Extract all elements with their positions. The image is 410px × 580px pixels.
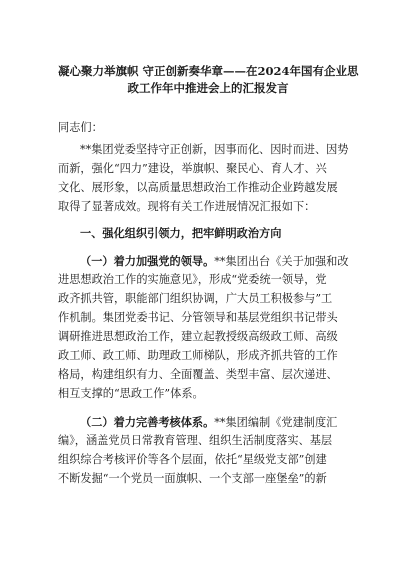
- subsection-2-text: **集团编制《党建制度汇: [214, 416, 338, 429]
- subsection-1-first-line: [80, 254, 360, 269]
- paragraph-line: 组织综合考核评价等各个层面，依托“星级党支部”创建: [58, 453, 327, 466]
- paragraph-line: 进思想政治工作的实施意见》，形成“党委统一领导，党: [58, 273, 327, 286]
- intro-line: 文化、展形象，以高质量思想政治工作推动企业跨越发展: [58, 181, 338, 194]
- intro-line: 而新，强化“四力”建设，举旗帜、聚民心、育人才、兴: [58, 162, 327, 175]
- subsection-2-first-line: [80, 415, 360, 430]
- subsection-2-label: （二）着力完善考核体系。: [80, 415, 215, 429]
- section-1-heading: 一、强化组织引领力，把牢鲜明政治方向: [80, 226, 282, 240]
- paragraph-line: 不断发掘“一个党员一面旗帜、一个支部一座堡垒”的新: [58, 472, 327, 485]
- intro-line: **集团党委坚持守正创新，因事而化、因时而进、因势: [80, 143, 349, 156]
- subsection-1-text: **集团出台《关于加强和改: [214, 255, 349, 268]
- paragraph-line: 相互支撑的“思政工作”体系。: [58, 387, 204, 400]
- document-title-line-1: 凝心聚力举旗帜 守正创新奏华章——在2024年国有企业思: [58, 64, 359, 78]
- paragraph-line: 格局，构建组织有力、全面覆盖、类型丰富、层次递进、: [58, 368, 338, 381]
- paragraph-line: 政齐抓共管，职能部门组织协调，广大员工积极参与”工: [58, 292, 333, 305]
- intro-line: 取得了显著成效。现将有关工作进展情况汇报如下：: [58, 200, 316, 213]
- paragraph-line: 调研推进思想政治工作，建立起教授级高级政工师、高级: [58, 330, 338, 343]
- paragraph-line: 编》，涵盖党员日常教育管理、组织生活制度落实、基层: [58, 434, 333, 447]
- subsection-1-label: （一）着力加强党的领导。: [80, 254, 215, 268]
- salutation: 同志们：: [58, 121, 103, 134]
- paragraph-line: 作机制。集团党委书记、分管领导和基层党组织书记带头: [58, 311, 338, 324]
- paragraph-line: 政工师、政工师、助理政工师梯队，形成齐抓共管的工作: [58, 349, 338, 362]
- document-title-line-2: 政工作年中推进会上的汇报发言: [127, 81, 289, 95]
